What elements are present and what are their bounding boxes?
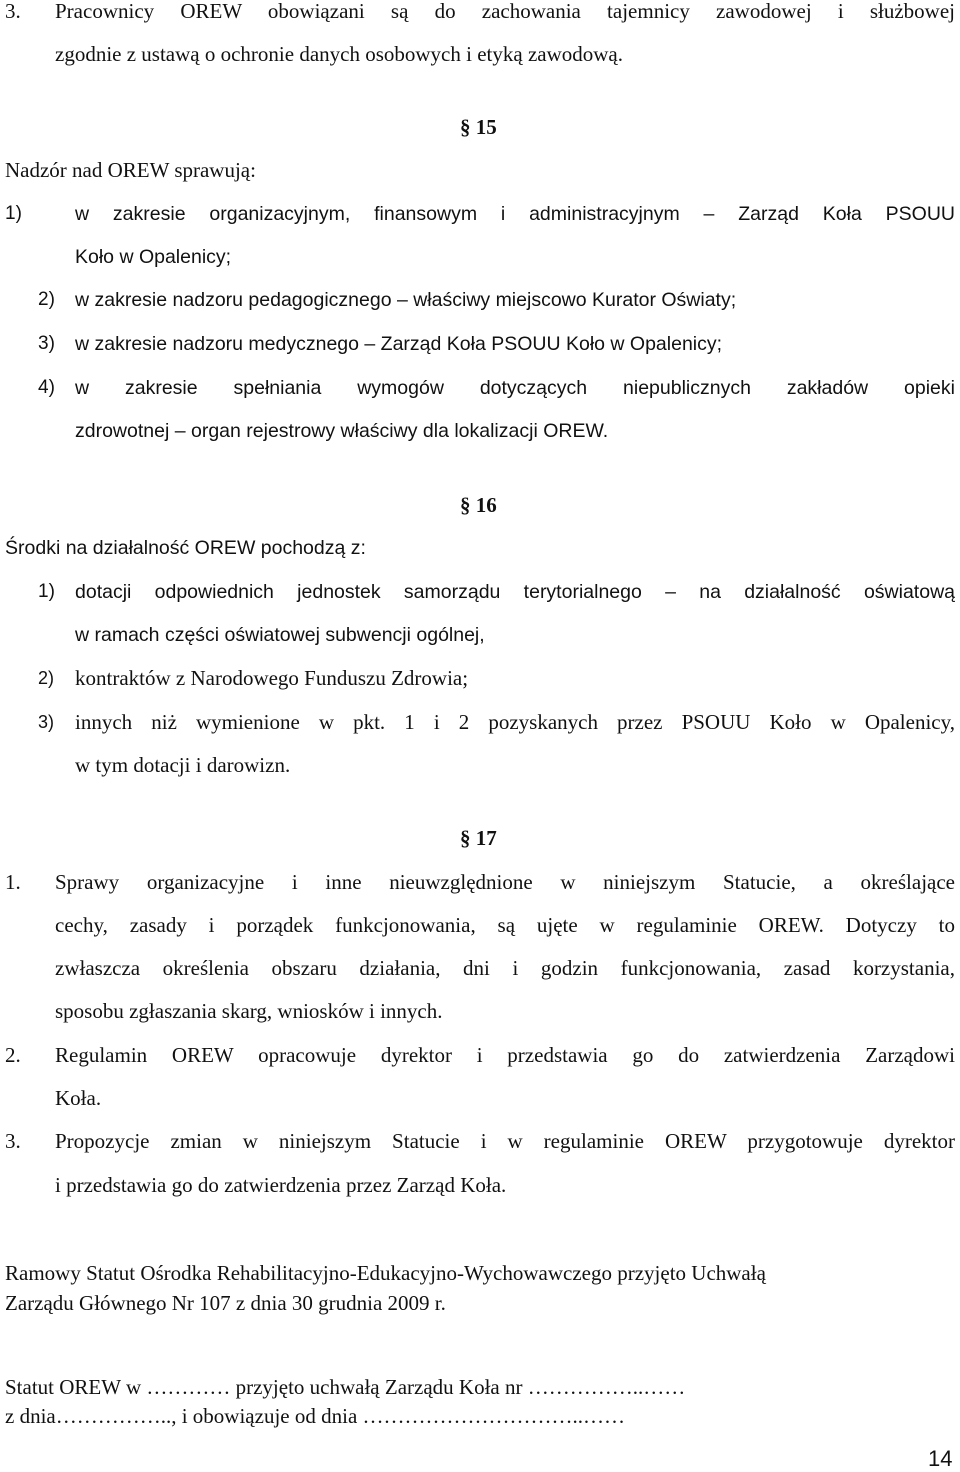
paragraph-line: zgodnie z ustawą o ochronie danych osobowych i etyką zawodową. (55, 42, 623, 66)
list-number: 3) (38, 333, 55, 354)
section-heading-16: § 16 (460, 493, 497, 517)
statut-adoption-line: Statut OREW w ………… przyjęto uchwałą Zarządu Koła nr ……………..…… (5, 1375, 686, 1399)
list-number: 2) (38, 289, 55, 310)
list-item-line: w tym dotacji i darowizn. (75, 753, 291, 777)
statut-effective-line: z dnia…………….., i obowiązuje od dnia …………………………..…… (5, 1404, 626, 1428)
paragraph-line: cechy, zasady i porządek funkcjonowania, są ujęte w regulaminie OREW. Dotyczy to (55, 913, 955, 937)
list-number: 2) (38, 668, 55, 688)
list-number: 4) (38, 377, 55, 398)
list-item-line: kontraktów z Narodowego Funduszu Zdrowia; (75, 666, 469, 690)
list-item-line: w zakresie organizacyjnym, finansowym i administracyjnym – Zarząd Koła PSOUU (75, 203, 955, 225)
list-item-line: w zakresie nadzoru medycznego – Zarząd Koła PSOUU Koło w Opalenicy; (75, 333, 723, 355)
section-heading-17: § 17 (460, 826, 497, 850)
section-intro: Środki na działalność OREW pochodzą z: (5, 537, 366, 559)
list-item-line: dotacji odpowiednich jednostek samorządu terytorialnego – na działalność oświatową (75, 581, 955, 603)
paragraph-line: i przedstawia go do zatwierdzenia przez Zarząd Koła. (55, 1173, 507, 1197)
list-number: 1. (5, 870, 21, 894)
paragraph-line: sposobu zgłaszania skarg, wniosków i innych. (55, 999, 443, 1023)
section-intro: Nadzór nad OREW sprawują: (5, 158, 256, 182)
paragraph-line: zwłaszcza określenia obszaru działania, dni i godzin funkcjonowania, zasad korzystania, (55, 956, 955, 980)
list-item-line: w ramach części oświatowej subwencji ogólnej, (75, 624, 485, 646)
paragraph-line: Pracownicy OREW obowiązani są do zachowania tajemnicy zawodowej i służbowej (55, 0, 955, 23)
section-heading-15: § 15 (460, 115, 497, 139)
list-number: 1) (5, 203, 22, 224)
ramowy-statut-note: Zarządu Głównego Nr 107 z dnia 30 grudnia 2009 r. (5, 1291, 446, 1315)
paragraph-line: Propozycje zmian w niniejszym Statucie i w regulaminie OREW przygotowuje dyrektor (55, 1129, 955, 1153)
ramowy-statut-note: Ramowy Statut Ośrodka Rehabilitacyjno-Edukacyjno-Wychowawczego przyjęto Uchwałą (5, 1261, 766, 1285)
paragraph-line: Koła. (55, 1086, 102, 1110)
paragraph-line: Sprawy organizacyjne i inne nieuwzględnione w niniejszym Statucie, a określające (55, 870, 955, 894)
list-number: 2. (5, 1043, 21, 1067)
list-number: 3. (5, 0, 21, 23)
list-item-line: innych niż wymienione w pkt. 1 i 2 pozyskanych przez PSOUU Koło w Opalenicy, (75, 710, 955, 734)
list-number: 1) (38, 581, 55, 602)
list-number: 3. (5, 1129, 21, 1153)
page-number: 14 (928, 1446, 953, 1471)
list-item-line: zdrowotnej – organ rejestrowy właściwy dla lokalizacji OREW. (75, 420, 609, 442)
list-item-line: Koło w Opalenicy; (75, 246, 232, 268)
list-item-line: w zakresie nadzoru pedagogicznego – właściwy miejscowo Kurator Oświaty; (75, 289, 737, 311)
paragraph-line: Regulamin OREW opracowuje dyrektor i przedstawia go do zatwierdzenia Zarządowi (55, 1043, 955, 1067)
list-number: 3) (38, 712, 55, 732)
list-item-line: w zakresie spełniania wymogów dotyczących niepublicznych zakładów opieki (75, 377, 955, 399)
